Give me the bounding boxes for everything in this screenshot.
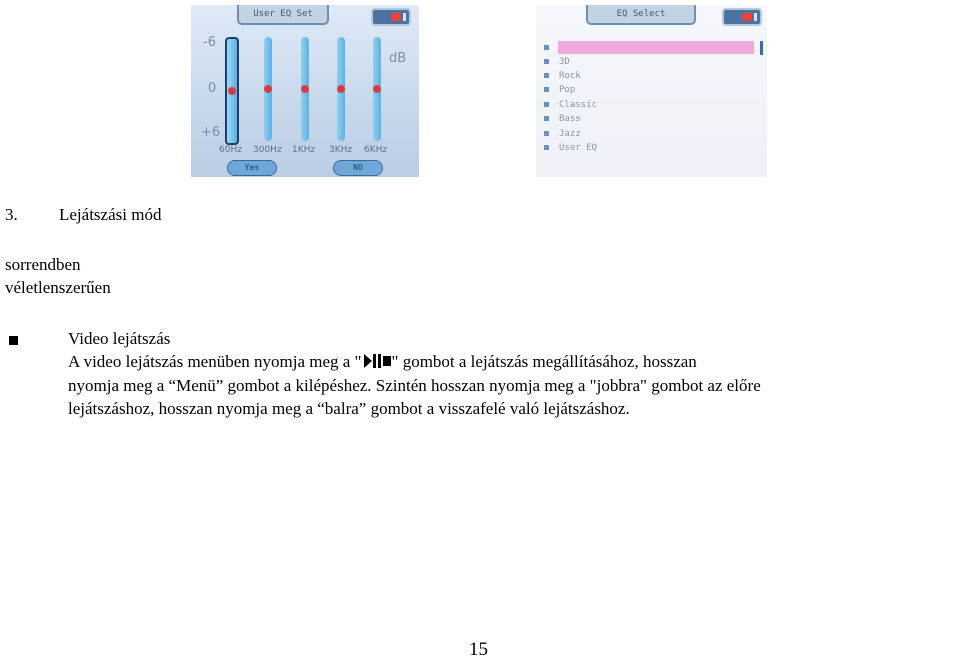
- slider-knob[interactable]: [301, 85, 309, 93]
- slider-300hz[interactable]: [264, 37, 272, 141]
- slider-60hz[interactable]: [225, 37, 239, 145]
- battery-icon: [371, 8, 411, 26]
- option-random: véletlenszerűen: [5, 278, 111, 297]
- list-item[interactable]: User EQ: [544, 141, 597, 155]
- list-item[interactable]: Pop: [544, 83, 575, 97]
- band-label-1khz: 1KHz: [292, 145, 316, 155]
- section-number: 3.: [5, 205, 18, 224]
- slider-knob[interactable]: [337, 85, 345, 93]
- square-bullet-icon: [9, 336, 18, 345]
- band-label-60hz: 60Hz: [219, 145, 242, 155]
- option-sequential: sorrendben: [5, 255, 81, 274]
- section-title: Lejátszási mód: [59, 205, 162, 224]
- list-item[interactable]: Jazz: [544, 127, 581, 141]
- video-heading: Video lejátszás: [68, 329, 171, 348]
- page-number: 15: [469, 639, 488, 660]
- no-button[interactable]: NO: [333, 160, 383, 176]
- slider-3khz[interactable]: [337, 37, 345, 141]
- db-level-top: -6: [203, 35, 216, 50]
- paragraph-line-1: A video lejátszás menüben nyomja meg a " " gombot a lejátszás megállításához, hosszan: [68, 351, 697, 375]
- play-pause-icon: [362, 353, 392, 375]
- band-label-3khz: 3KHz: [329, 145, 353, 155]
- slider-knob[interactable]: [228, 87, 236, 95]
- bullet-icon: [544, 116, 549, 121]
- paragraph-line-3: lejátszáshoz, hosszan nyomja meg a “balra” gombot a visszafelé való lejátszáshoz.: [68, 399, 630, 418]
- paragraph-line-2: nyomja meg a “Menü” gombot a kilépéshez. Szintén hosszan nyomja meg a "jobbra" gombot az előre: [68, 376, 761, 395]
- bullet-icon: [544, 102, 549, 107]
- band-label-6khz: 6KHz: [364, 145, 388, 155]
- yes-button[interactable]: Yes: [227, 160, 277, 176]
- db-unit-label: dB: [389, 51, 407, 66]
- list-item[interactable]: Classic: [544, 98, 597, 112]
- slider-6khz[interactable]: [373, 37, 381, 141]
- slider-knob[interactable]: [264, 85, 272, 93]
- bullet-icon: [544, 145, 549, 150]
- bullet-icon: [544, 45, 549, 50]
- list-item[interactable]: 3D: [544, 55, 570, 69]
- eq-select-screenshot: [536, 5, 767, 177]
- screen-title: User EQ Set: [237, 5, 329, 25]
- bullet-icon: [544, 87, 549, 92]
- bullet-icon: [544, 59, 549, 64]
- band-label-300hz: 300Hz: [253, 145, 282, 155]
- screen-title: EQ Select: [586, 5, 696, 25]
- list-item[interactable]: [544, 41, 559, 55]
- scrollbar[interactable]: [760, 41, 763, 55]
- list-item[interactable]: Rock: [544, 69, 581, 83]
- selection-highlight: [558, 41, 754, 54]
- battery-icon: [722, 8, 762, 26]
- db-level-bottom: +6: [201, 125, 221, 140]
- slider-1khz[interactable]: [301, 37, 309, 141]
- list-item[interactable]: Bass: [544, 112, 581, 126]
- bullet-icon: [544, 131, 549, 136]
- slider-knob[interactable]: [373, 85, 381, 93]
- bullet-icon: [544, 73, 549, 78]
- eq-set-screenshot: [191, 5, 419, 177]
- db-level-middle: 0: [208, 81, 217, 96]
